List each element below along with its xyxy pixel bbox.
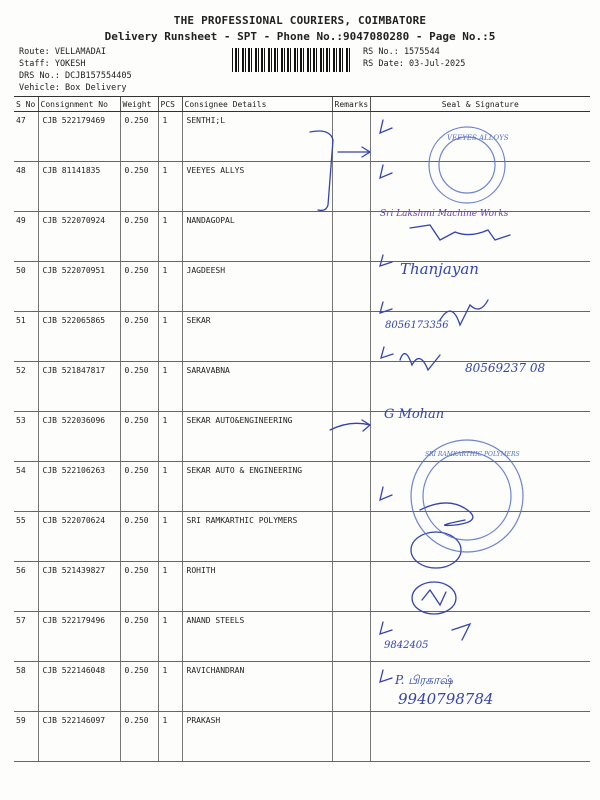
cell-weight: 0.250 xyxy=(120,412,158,462)
cell-weight: 0.250 xyxy=(120,512,158,562)
cell-weight: 0.250 xyxy=(120,312,158,362)
col-seal-signature: Seal & Signature xyxy=(370,97,590,112)
cell-sno: 52 xyxy=(14,362,38,412)
table-row xyxy=(14,712,590,762)
cell-seal-signature xyxy=(370,662,590,712)
cell-consignee: SEKAR xyxy=(182,312,332,362)
cell-sno: 56 xyxy=(14,562,38,612)
col-remarks: Remarks xyxy=(332,97,370,112)
cell-consignee: NANDAGOPAL xyxy=(182,212,332,262)
cell-weight: 0.250 xyxy=(120,162,158,212)
handwritten-phone-58: 9842405 xyxy=(384,640,429,651)
cell-sno: 58 xyxy=(14,662,38,712)
cell-consignment: CJB 522036096 xyxy=(38,412,120,462)
rs-number: RS No.: 1575544 xyxy=(363,47,440,57)
cell-seal-signature xyxy=(370,462,590,512)
cell-weight: 0.250 xyxy=(120,212,158,262)
cell-consignment: CJB 522146048 xyxy=(38,662,120,712)
table-row xyxy=(14,662,590,712)
cell-remarks xyxy=(332,612,370,662)
cell-seal-signature xyxy=(370,712,590,762)
cell-weight: 0.250 xyxy=(120,112,158,162)
cell-consignment: CJB 521439827 xyxy=(38,562,120,612)
cell-consignment: CJB 522070924 xyxy=(38,212,120,262)
signature-53: G Mohan xyxy=(384,407,445,422)
cell-consignee: SEKAR AUTO & ENGINEERING xyxy=(182,462,332,512)
cell-pcs: 1 xyxy=(158,462,182,512)
cell-consignee: RAVICHANDRAN xyxy=(182,662,332,712)
cell-consignment: CJB 522179496 xyxy=(38,612,120,662)
cell-pcs: 1 xyxy=(158,562,182,612)
runsheet-meta-left xyxy=(19,46,132,94)
rs-date: RS Date: 03-Jul-2025 xyxy=(363,59,466,69)
cell-weight: 0.250 xyxy=(120,462,158,512)
cell-pcs: 1 xyxy=(158,662,182,712)
document-title: THE PROFESSIONAL COURIERS, COIMBATORE xyxy=(173,14,427,27)
cell-consignment: CJB 522106263 xyxy=(38,462,120,512)
cell-pcs: 1 xyxy=(158,212,182,262)
cell-consignment: CJB 81141835 xyxy=(38,162,120,212)
cell-remarks xyxy=(332,512,370,562)
col-pcs: PCS xyxy=(158,97,182,112)
cell-remarks xyxy=(332,662,370,712)
cell-pcs: 1 xyxy=(158,362,182,412)
cell-weight: 0.250 xyxy=(120,562,158,612)
cell-weight: 0.250 xyxy=(120,712,158,762)
cell-remarks xyxy=(332,412,370,462)
table-row xyxy=(14,612,590,662)
col-consignee: Consignee Details xyxy=(182,97,332,112)
cell-seal-signature xyxy=(370,312,590,362)
table-row xyxy=(14,362,590,412)
cell-consignee: SEKAR AUTO&ENGINEERING xyxy=(182,412,332,462)
cell-seal-signature xyxy=(370,112,590,162)
cell-pcs: 1 xyxy=(158,712,182,762)
cell-weight: 0.250 xyxy=(120,662,158,712)
cell-remarks xyxy=(332,312,370,362)
stamp-machine-works: Sri Lakshmi Machine Works xyxy=(380,209,509,219)
cell-consignment: CJB 522146097 xyxy=(38,712,120,762)
stamp-polymers-text: SRI RAMKARTHIC POLYMERS xyxy=(425,451,520,458)
cell-weight: 0.250 xyxy=(120,262,158,312)
cell-sno: 51 xyxy=(14,312,38,362)
cell-seal-signature xyxy=(370,262,590,312)
cell-seal-signature xyxy=(370,162,590,212)
handwritten-phone-51: 8056173356 xyxy=(385,320,449,331)
cell-consignee: SRI RAMKARTHIC POLYMERS xyxy=(182,512,332,562)
handwritten-phone-52: 80569237 08 xyxy=(465,361,546,375)
table-row xyxy=(14,562,590,612)
cell-consignee: PRAKASH xyxy=(182,712,332,762)
table-row xyxy=(14,512,590,562)
cell-sno: 53 xyxy=(14,412,38,462)
route-label: Route: VELLAMADAI xyxy=(19,47,106,57)
cell-remarks xyxy=(332,462,370,512)
cell-remarks xyxy=(332,162,370,212)
cell-seal-signature xyxy=(370,362,590,412)
cell-pcs: 1 xyxy=(158,162,182,212)
cell-pcs: 1 xyxy=(158,412,182,462)
signature-59: P. பிரகாஷ் xyxy=(395,673,453,687)
cell-seal-signature xyxy=(370,612,590,662)
cell-consignee: SENTHI;L xyxy=(182,112,332,162)
cell-consignee: SARAVABNA xyxy=(182,362,332,412)
col-weight: Weight xyxy=(120,97,158,112)
cell-sno: 55 xyxy=(14,512,38,562)
runsheet-table xyxy=(14,96,590,762)
cell-pcs: 1 xyxy=(158,512,182,562)
table-header xyxy=(14,97,590,112)
cell-remarks xyxy=(332,562,370,612)
cell-consignment: CJB 521847817 xyxy=(38,362,120,412)
staff-label: Staff: YOKESH xyxy=(19,59,86,69)
vehicle-label: Vehicle: Box Delivery xyxy=(19,83,127,93)
cell-consignee: JAGDEESH xyxy=(182,262,332,312)
document-subtitle: Delivery Runsheet - SPT - Phone No.:9047080280 - Page No.:5 xyxy=(104,30,496,43)
cell-consignment: CJB 522065865 xyxy=(38,312,120,362)
table-row xyxy=(14,312,590,362)
cell-weight: 0.250 xyxy=(120,362,158,412)
cell-pcs: 1 xyxy=(158,312,182,362)
cell-seal-signature xyxy=(370,212,590,262)
cell-weight: 0.250 xyxy=(120,612,158,662)
table-row xyxy=(14,412,590,462)
cell-remarks xyxy=(332,362,370,412)
cell-sno: 50 xyxy=(14,262,38,312)
cell-sno: 57 xyxy=(14,612,38,662)
cell-consignment: CJB 522070951 xyxy=(38,262,120,312)
cell-seal-signature xyxy=(370,412,590,462)
cell-sno: 49 xyxy=(14,212,38,262)
cell-sno: 59 xyxy=(14,712,38,762)
drs-number: DRS No.: DCJB157554405 xyxy=(19,71,132,81)
runsheet-meta-right xyxy=(363,46,465,70)
cell-pcs: 1 xyxy=(158,612,182,662)
table-row xyxy=(14,462,590,512)
col-consignment: Consignment No xyxy=(38,97,120,112)
col-sno: S No xyxy=(14,97,38,112)
cell-remarks xyxy=(332,262,370,312)
table-row xyxy=(14,262,590,312)
cell-remarks xyxy=(332,112,370,162)
cell-sno: 48 xyxy=(14,162,38,212)
table-row xyxy=(14,212,590,262)
cell-consignment: CJB 522070624 xyxy=(38,512,120,562)
cell-remarks xyxy=(332,712,370,762)
cell-consignee: ROHITH xyxy=(182,562,332,612)
barcode-image xyxy=(232,48,352,72)
table-row xyxy=(14,162,590,212)
cell-remarks xyxy=(332,212,370,262)
cell-consignment: CJB 522179469 xyxy=(38,112,120,162)
cell-seal-signature xyxy=(370,512,590,562)
table-row xyxy=(14,112,590,162)
cell-sno: 47 xyxy=(14,112,38,162)
handwritten-phone-59: 9940798784 xyxy=(398,690,494,708)
signature-50: Thanjayan xyxy=(400,260,479,278)
cell-sno: 54 xyxy=(14,462,38,512)
cell-consignee: ANAND STEELS xyxy=(182,612,332,662)
stamp-veeyes-text: VEEYES ALLOYS xyxy=(447,134,509,142)
cell-seal-signature xyxy=(370,562,590,612)
cell-consignee: VEEYES ALLYS xyxy=(182,162,332,212)
cell-pcs: 1 xyxy=(158,262,182,312)
cell-pcs: 1 xyxy=(158,112,182,162)
table-body xyxy=(14,112,590,762)
